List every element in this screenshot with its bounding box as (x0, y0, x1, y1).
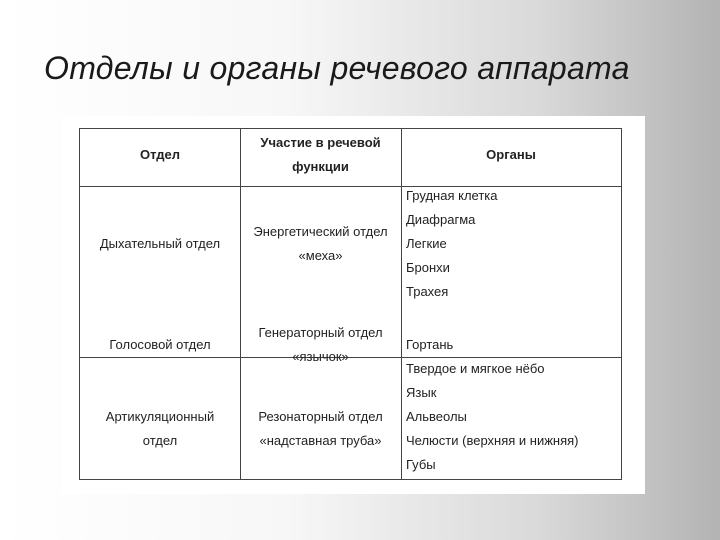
list-item: Трахея (406, 284, 449, 299)
list-item: Диафрагма (406, 212, 476, 227)
row2-function-line1: Генераторный отдел (258, 325, 383, 340)
list-item: Гортань (406, 337, 454, 352)
list-item: Твердое и мягкое нёбо (406, 361, 545, 376)
row2-section: Голосовой отдел (109, 337, 211, 352)
row1-section: Дыхательный отдел (99, 236, 221, 251)
header-function-line1: Участие в речевой (260, 135, 381, 150)
list-item: Альвеолы (406, 409, 467, 424)
header-divider (80, 186, 621, 187)
list-item: Язык (406, 385, 437, 400)
column-divider-2 (401, 129, 402, 479)
row3-organs (406, 357, 579, 477)
row3-function-line2: «надставная труба» (259, 433, 382, 448)
list-item: Челюсти (верхняя и нижняя) (406, 433, 579, 448)
row3-section-line1: Артикуляционный (105, 409, 215, 424)
row3-section-line2: отдел (142, 433, 178, 448)
header-organs: Органы (486, 147, 536, 162)
list-item: Бронхи (406, 260, 450, 275)
row2-function-line2: «язычок» (292, 349, 349, 364)
slide-title: Отделы и органы речевого аппарата (44, 50, 630, 86)
list-item: Грудная клетка (406, 188, 498, 203)
table-panel (61, 116, 645, 494)
list-item: Легкие (406, 236, 447, 251)
organs-table (79, 128, 622, 480)
header-function-line2: функции (292, 159, 349, 174)
list-item: Губы (406, 457, 436, 472)
header-section: Отдел (139, 147, 181, 162)
row1-organs (406, 184, 497, 304)
row1-function-line1: Энергетический отдел (253, 224, 388, 239)
row3-function-line1: Резонаторный отдел (258, 409, 383, 424)
row1-function-line2: «меха» (298, 248, 343, 263)
row2-organs (406, 333, 453, 357)
